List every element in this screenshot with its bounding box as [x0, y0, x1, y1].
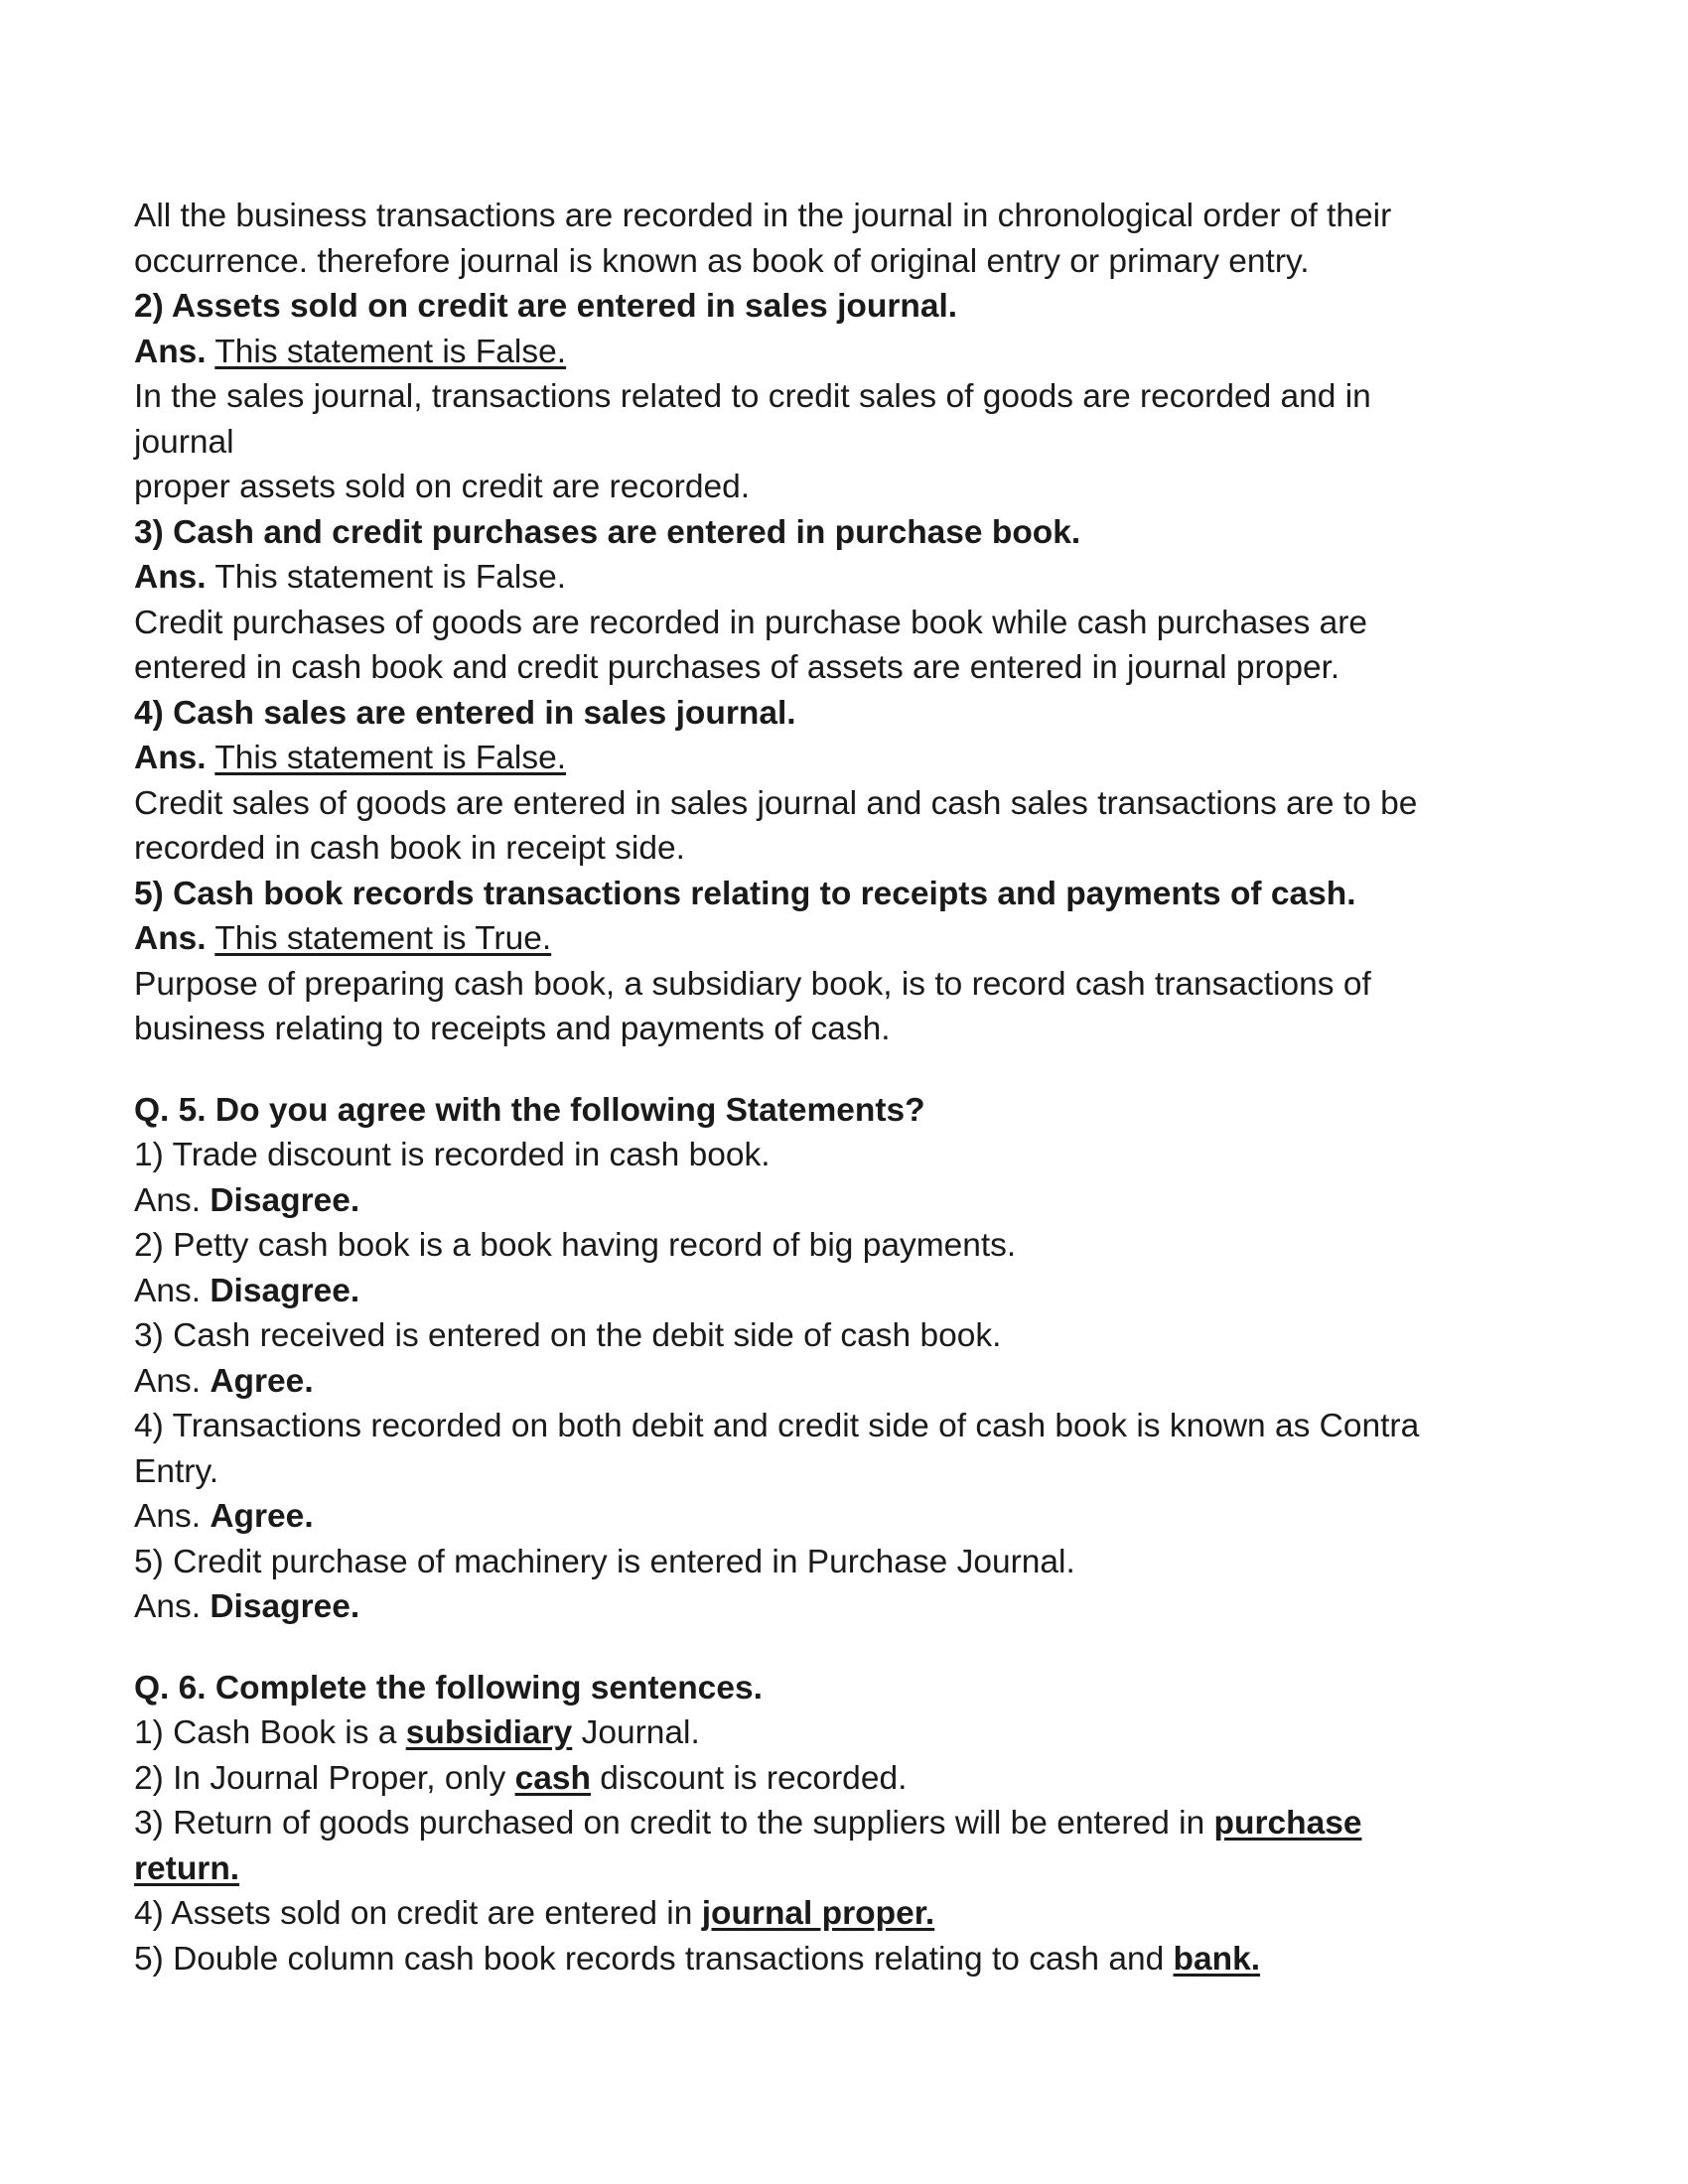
- ans-label: Ans.: [134, 740, 207, 776]
- ans-label: Ans.: [134, 559, 207, 596]
- section-gap: [134, 1052, 1554, 1088]
- q5-answer: [134, 1178, 1554, 1224]
- explanation-line: recorded in cash book in receipt side.: [134, 830, 685, 867]
- intro-line: All the business transactions are recorded in the journal in chronological order of their: [134, 198, 1392, 234]
- answer-line: [134, 916, 1554, 962]
- answer-line: [134, 555, 1554, 601]
- q6-sentence: [134, 1801, 1554, 1846]
- ans-label: Ans.: [134, 1272, 202, 1309]
- explanation-line: Purpose of preparing cash book, a subsidiary book, is to record cash transactions of: [134, 965, 1371, 1003]
- fill-in-answer: return.: [134, 1849, 240, 1887]
- q5-statement: Entry.: [134, 1452, 219, 1490]
- q5-answer: [134, 1494, 1554, 1540]
- sentence-text: 5) Double column cash book records transactions relating to cash and: [134, 1940, 1174, 1978]
- ans-verdict: This statement is False.: [214, 559, 567, 596]
- q6-sentence: [134, 1891, 1554, 1937]
- ans-label: Ans.: [134, 1588, 202, 1625]
- q6-sentence-continued: [134, 1846, 1554, 1892]
- q5-statement: 3) Cash received is entered on the debit side of cash book.: [134, 1317, 1002, 1354]
- q5-statement: 5) Credit purchase of machinery is entered in Purchase Journal.: [134, 1543, 1075, 1580]
- explanation-line: business relating to receipts and payments of cash.: [134, 1011, 891, 1047]
- explanation-line: Credit sales of goods are entered in sales journal and cash sales transactions are to be: [134, 784, 1418, 822]
- ans-verdict: Agree.: [210, 1362, 314, 1400]
- section-heading-q6: Q. 6. Complete the following sentences.: [134, 1669, 763, 1706]
- explanation-line: journal: [134, 423, 234, 461]
- statement-question: 2) Assets sold on credit are entered in sales journal.: [134, 288, 958, 325]
- ans-verdict: Disagree.: [210, 1588, 360, 1625]
- ans-label: Ans.: [134, 1181, 202, 1219]
- section-heading-q5: Q. 5. Do you agree with the following Statements?: [134, 1091, 925, 1129]
- ans-label: Ans.: [134, 333, 207, 370]
- statement-question: 3) Cash and credit purchases are entered in purchase book.: [134, 513, 1081, 551]
- fill-in-answer: subsidiary: [405, 1714, 573, 1751]
- ans-verdict: This statement is False.: [214, 740, 567, 776]
- sentence-text: 1) Cash Book is a: [134, 1714, 406, 1751]
- sentence-text: 3) Return of goods purchased on credit to the suppliers will be entered in: [134, 1805, 1214, 1842]
- fill-in-answer: cash: [514, 1759, 591, 1797]
- ans-verdict: This statement is True.: [214, 920, 552, 957]
- explanation-line: Credit purchases of goods are recorded in purchase book while cash purchases are: [134, 604, 1368, 641]
- ans-verdict: This statement is False.: [214, 333, 567, 370]
- explanation-line: proper assets sold on credit are recorded.: [134, 469, 751, 505]
- ans-verdict: Disagree.: [210, 1272, 360, 1309]
- fill-in-answer: purchase: [1213, 1805, 1362, 1842]
- q5-answer: [134, 1359, 1554, 1405]
- q6-sentence: [134, 1756, 1554, 1802]
- intro-line: occurrence. therefore journal is known as book of original entry or primary entry.: [134, 242, 1310, 280]
- sentence-text: discount is recorded.: [590, 1759, 908, 1797]
- answer-line: [134, 330, 1554, 375]
- fill-in-answer: bank.: [1173, 1940, 1261, 1978]
- sentence-text: 4) Assets sold on credit are entered in: [134, 1895, 702, 1932]
- ans-label: Ans.: [134, 1362, 202, 1400]
- ans-verdict: Agree.: [210, 1498, 314, 1535]
- section-gap: [134, 1630, 1554, 1666]
- explanation-line: entered in cash book and credit purchases of assets are entered in journal proper.: [134, 649, 1340, 686]
- ans-label: Ans.: [134, 920, 207, 957]
- sentence-text: Journal.: [572, 1714, 700, 1751]
- q6-sentence: [134, 1710, 1554, 1756]
- explanation-line: In the sales journal, transactions related to credit sales of goods are recorded and in: [134, 378, 1371, 415]
- statement-question: 5) Cash book records transactions relating to receipts and payments of cash.: [134, 875, 1356, 912]
- q5-answer: [134, 1584, 1554, 1630]
- answer-line: [134, 736, 1554, 781]
- fill-in-answer: journal proper.: [701, 1895, 935, 1932]
- q5-answer: [134, 1269, 1554, 1314]
- document-page: [134, 194, 1554, 1981]
- statement-question: 4) Cash sales are entered in sales journal.: [134, 694, 796, 732]
- q5-statement: 4) Transactions recorded on both debit and credit side of cash book is known as Contra: [134, 1408, 1420, 1444]
- ans-label: Ans.: [134, 1498, 202, 1535]
- q5-statement: 1) Trade discount is recorded in cash book.: [134, 1137, 771, 1173]
- sentence-text: 2) In Journal Proper, only: [134, 1759, 515, 1797]
- q5-statement: 2) Petty cash book is a book having record of big payments.: [134, 1227, 1017, 1264]
- ans-verdict: Disagree.: [210, 1181, 360, 1219]
- q6-sentence: [134, 1937, 1554, 1982]
